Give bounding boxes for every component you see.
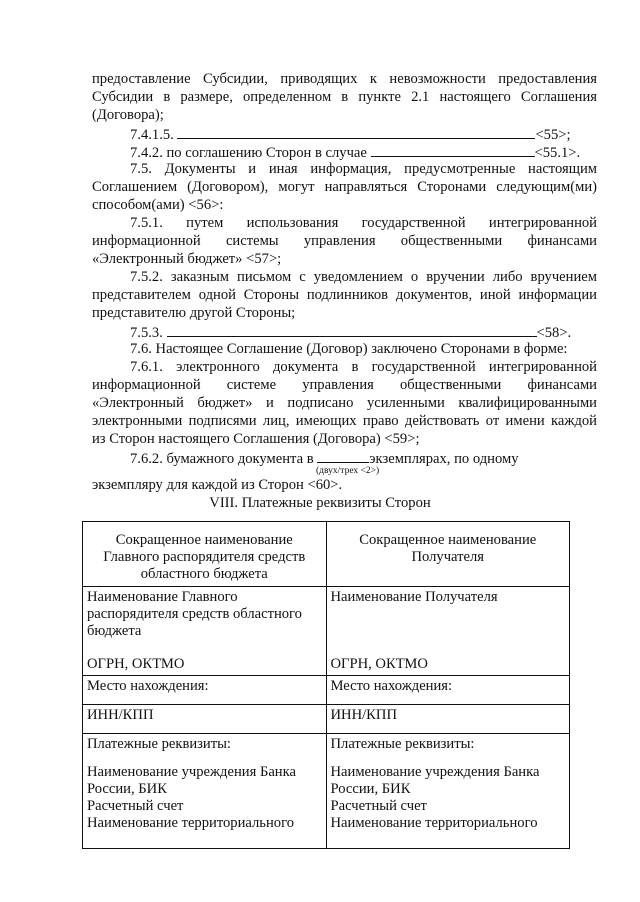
name-label: Наименование Главного распорядителя средств областного бюджета <box>87 589 302 639</box>
blank-line <box>317 448 369 463</box>
blank-line <box>167 322 537 337</box>
bank-label: Наименование учреждения Банка России, БИК <box>330 764 540 797</box>
item-text: 7.6.2. бумажного документа в <box>130 451 314 467</box>
payment-label: Платежные реквизиты: <box>87 736 231 752</box>
header-right: Сокращенное наименование Получателя <box>326 522 570 587</box>
text-line: «Электронный бюджет» <57>; <box>92 251 282 267</box>
item-text: экземплярах, по одному <box>369 451 519 467</box>
text-line: 7.6. Настоящее Соглашение (Договор) заключено Сторонами в форме: <box>130 341 568 357</box>
text-line: представителю другой Стороны; <box>92 305 296 321</box>
item-number: 7.5.3. <box>130 325 163 341</box>
payment-label: Платежные реквизиты: <box>330 736 475 752</box>
name-label: Наименование Получателя <box>330 589 498 605</box>
text-line: (Договора); <box>92 107 164 123</box>
bank-label: Наименование учреждения Банка России, БИК <box>87 764 296 797</box>
territorial-label: Наименование территориального <box>330 815 538 831</box>
text-line: 7.5. Документы и иная информация, предусмотренные настоящим <box>130 161 597 177</box>
payment-cell-right <box>326 734 570 849</box>
spacer <box>87 753 322 764</box>
footnote-ref: <55>; <box>535 127 571 143</box>
territorial-label: Наименование территориального <box>87 815 294 831</box>
blank-line <box>177 124 535 139</box>
account-label: Расчетный счет <box>87 798 184 814</box>
text-line: 7.5.2. заказным письмом с уведомлением о вручении либо вручением <box>130 269 597 285</box>
blank-line <box>371 142 535 157</box>
text-line: из Сторон настоящего Соглашения (Договора) <59>; <box>92 431 420 447</box>
account-label: Расчетный счет <box>330 798 427 814</box>
table-row <box>83 705 570 734</box>
table-row <box>83 676 570 705</box>
item-7-4-1-5 <box>130 124 571 144</box>
blank-hint: (двух/трех <2>) <box>316 466 380 476</box>
item-text: 7.4.2. по соглашению Сторон в случае <box>130 145 367 161</box>
item-7-4-2 <box>130 142 580 162</box>
location-left: Место нахождения: <box>83 676 327 705</box>
text-line: «Электронный бюджет» и подписано усиленными квалифицированными <box>92 395 597 411</box>
table-row <box>83 522 570 587</box>
name-cell-left <box>83 587 327 676</box>
item-number: 7.4.1.5. <box>130 127 174 143</box>
item-7-6-2 <box>130 448 519 468</box>
text-line: представителем одной Стороны подлинников документов, иной информации <box>92 287 597 303</box>
ogrn-label: ОГРН, ОКТМО <box>87 656 185 672</box>
text-line: информационной системы управления общественными финансами <box>92 233 597 249</box>
text-line: электронными подписями лиц, имеющих право действовать от имени каждой <box>92 413 597 429</box>
footnote-ref: <55.1>. <box>534 145 581 161</box>
table-row <box>83 587 570 676</box>
text-line: предоставление Субсидии, приводящих к невозможности предоставления <box>92 71 597 87</box>
text-line: Соглашением (Договором), могут направляться Сторонами следующим(ми) <box>92 179 597 195</box>
table-row <box>83 734 570 849</box>
section-title: VIII. Платежные реквизиты Сторон <box>209 495 431 511</box>
payment-cell-left <box>83 734 327 849</box>
text-line: информационной системе управления общественными финансами <box>92 377 597 393</box>
ogrn-label: ОГРН, ОКТМО <box>330 656 428 672</box>
inn-left: ИНН/КПП <box>83 705 327 734</box>
location-right: Место нахождения: <box>326 676 570 705</box>
item-7-5-3 <box>130 322 571 342</box>
inn-right: ИНН/КПП <box>326 705 570 734</box>
text-line: Субсидии в размере, определенном в пункте 2.1 настоящего Соглашения <box>92 89 597 105</box>
text-line: способом(ами) <56>: <box>92 197 224 213</box>
spacer <box>331 753 566 764</box>
text-line: 7.5.1. путем использования государственной интегрированной <box>130 215 597 231</box>
name-cell-right <box>326 587 570 676</box>
text-line: 7.6.1. электронного документа в государственной интегрированной <box>130 359 597 375</box>
footnote-ref: <58>. <box>536 325 572 341</box>
text-line: экземпляру для каждой из Сторон <60>. <box>92 477 343 493</box>
requisites-table <box>82 521 570 849</box>
header-left: Сокращенное наименование Главного распорядителя средств областного бюджета <box>83 522 327 587</box>
